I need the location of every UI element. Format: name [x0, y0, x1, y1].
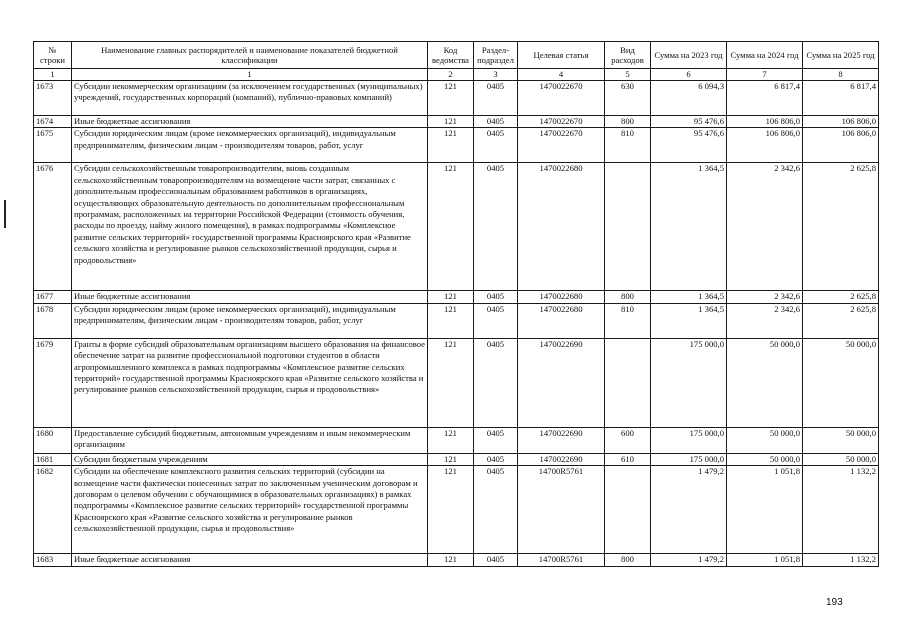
budget-table	[33, 41, 879, 567]
table-row	[34, 338, 879, 427]
row-article: 1470022670	[518, 81, 605, 116]
row-sum-2025: 1 132,2	[803, 466, 879, 554]
row-type	[605, 163, 651, 291]
row-article: 1470022670	[518, 128, 605, 163]
row-type: 600	[605, 427, 651, 453]
row-number: 1678	[34, 303, 72, 338]
row-section: 0405	[474, 81, 518, 116]
row-sum-2024: 6 817,4	[727, 81, 803, 116]
row-type: 810	[605, 128, 651, 163]
row-number: 1682	[34, 466, 72, 554]
row-code: 121	[428, 453, 474, 465]
row-type: 610	[605, 453, 651, 465]
column-number: 6	[651, 69, 727, 81]
row-type	[605, 338, 651, 427]
table-row	[34, 128, 879, 163]
row-section: 0405	[474, 163, 518, 291]
table-row	[34, 116, 879, 128]
header-code: Код ведомства	[428, 42, 474, 69]
row-name: Гранты в форме субсидий образовательным организациям высшего образования на финансовое обеспечение затрат на развитие профессиональной подготовки студентов в области агропромышленного комплекса в рамках подпрограммы «Комплексное развитие сельских территорий» государственной программы Красноярского края «Развитие сельского хозяйства и регулирование рынков сельскохозяйственной продукции, сырья и продовольствия»	[72, 338, 428, 427]
row-sum-2024: 50 000,0	[727, 453, 803, 465]
column-number: 3	[474, 69, 518, 81]
header-sum-2025: Сумма на 2025 год	[803, 42, 879, 69]
row-sum-2023: 175 000,0	[651, 427, 727, 453]
column-number: 1	[34, 69, 72, 81]
column-number-row	[34, 69, 879, 81]
row-name: Иные бюджетные ассигнования	[72, 116, 428, 128]
row-sum-2023: 1 479,2	[651, 554, 727, 566]
row-number: 1674	[34, 116, 72, 128]
row-number: 1683	[34, 554, 72, 566]
row-name: Предоставление субсидий бюджетным, автономным учреждениям и иным некоммерческим организациям	[72, 427, 428, 453]
row-sum-2024: 1 051,8	[727, 466, 803, 554]
row-sum-2025: 50 000,0	[803, 453, 879, 465]
row-sum-2024: 50 000,0	[727, 338, 803, 427]
row-sum-2023: 175 000,0	[651, 338, 727, 427]
row-sum-2025: 50 000,0	[803, 338, 879, 427]
row-sum-2023: 1 364,5	[651, 303, 727, 338]
row-article: 1470022690	[518, 338, 605, 427]
row-sum-2025: 106 806,0	[803, 116, 879, 128]
row-section: 0405	[474, 554, 518, 566]
header-article: Целевая статья	[518, 42, 605, 69]
row-number: 1680	[34, 427, 72, 453]
scan-edge-mark	[4, 200, 6, 228]
row-sum-2023: 1 479,2	[651, 466, 727, 554]
row-sum-2025: 2 625,8	[803, 291, 879, 303]
page-number: 193	[826, 597, 843, 608]
row-section: 0405	[474, 116, 518, 128]
row-sum-2023: 1 364,5	[651, 291, 727, 303]
row-code: 121	[428, 128, 474, 163]
row-name: Субсидии некоммерческим организациям (за исключением государственных (муниципальных) учреждений, государственных корпораций (компаний), публично-правовых компаний)	[72, 81, 428, 116]
row-sum-2024: 1 051,8	[727, 554, 803, 566]
row-sum-2024: 50 000,0	[727, 427, 803, 453]
row-section: 0405	[474, 453, 518, 465]
row-type: 810	[605, 303, 651, 338]
row-number: 1673	[34, 81, 72, 116]
row-code: 121	[428, 303, 474, 338]
row-code: 121	[428, 81, 474, 116]
row-sum-2023: 6 094,3	[651, 81, 727, 116]
row-sum-2025: 50 000,0	[803, 427, 879, 453]
row-name: Субсидии сельскохозяйственным товаропроизводителям, вновь созданным сельскохозяйственным товаропроизводителям на возмещение части затрат, связанных с дополнительным профессиональным образованием работников в организациях, осуществляющих образовательную деятельность по дополнительным профессиональным программам, расположенных на территории Российской Федерации (стоимость обучения, расходы по проезду, найму жилого помещения), в рамках подпрограммы «Комплексное развитие сельских территорий» государственной программы Красноярского края «Развитие сельского хозяйства и регулирование рынков сельскохозяйственной продукции, сырья и продовольствия»	[72, 163, 428, 291]
row-article: 1470022690	[518, 453, 605, 465]
row-type: 630	[605, 81, 651, 116]
table-row	[34, 303, 879, 338]
row-type: 800	[605, 554, 651, 566]
row-sum-2024: 106 806,0	[727, 116, 803, 128]
row-section: 0405	[474, 338, 518, 427]
table-row	[34, 81, 879, 116]
row-name: Иные бюджетные ассигнования	[72, 554, 428, 566]
row-name: Субсидии юридическим лицам (кроме некоммерческих организаций), индивидуальным предпринимателям, физическим лицам - производителям товаров, работ, услуг	[72, 128, 428, 163]
row-article: 1470022680	[518, 163, 605, 291]
row-section: 0405	[474, 466, 518, 554]
row-code: 121	[428, 338, 474, 427]
header-num: № строки	[34, 42, 72, 69]
row-article: 1470022680	[518, 303, 605, 338]
row-code: 121	[428, 116, 474, 128]
row-sum-2025: 2 625,8	[803, 163, 879, 291]
column-number: 1	[72, 69, 428, 81]
table-header-row	[34, 42, 879, 69]
row-code: 121	[428, 427, 474, 453]
row-code: 121	[428, 554, 474, 566]
header-sum-2023: Сумма на 2023 год	[651, 42, 727, 69]
row-section: 0405	[474, 128, 518, 163]
row-sum-2023: 95 476,6	[651, 128, 727, 163]
row-sum-2025: 1 132,2	[803, 554, 879, 566]
row-name: Субсидии бюджетным учреждениям	[72, 453, 428, 465]
column-number: 7	[727, 69, 803, 81]
row-article: 1470022670	[518, 116, 605, 128]
header-section: Раздел-подраздел	[474, 42, 518, 69]
row-sum-2024: 2 342,6	[727, 303, 803, 338]
row-number: 1679	[34, 338, 72, 427]
row-sum-2025: 6 817,4	[803, 81, 879, 116]
table-row	[34, 466, 879, 554]
row-sum-2024: 106 806,0	[727, 128, 803, 163]
row-article: 14700R5761	[518, 554, 605, 566]
row-section: 0405	[474, 303, 518, 338]
row-number: 1676	[34, 163, 72, 291]
table-row	[34, 291, 879, 303]
table-row	[34, 163, 879, 291]
row-section: 0405	[474, 291, 518, 303]
column-number: 8	[803, 69, 879, 81]
row-sum-2023: 1 364,5	[651, 163, 727, 291]
row-article: 1470022680	[518, 291, 605, 303]
row-sum-2023: 95 476,6	[651, 116, 727, 128]
column-number: 2	[428, 69, 474, 81]
row-type	[605, 466, 651, 554]
row-number: 1681	[34, 453, 72, 465]
table-row	[34, 554, 879, 566]
row-sum-2025: 106 806,0	[803, 128, 879, 163]
row-name: Субсидии юридическим лицам (кроме некоммерческих организаций), индивидуальным предпринимателям, физическим лицам - производителям товаров, работ, услуг	[72, 303, 428, 338]
row-code: 121	[428, 163, 474, 291]
table-row	[34, 427, 879, 453]
column-number: 5	[605, 69, 651, 81]
row-type: 800	[605, 291, 651, 303]
row-sum-2025: 2 625,8	[803, 303, 879, 338]
row-name: Субсидии на обеспечение комплексного развития сельских территорий (субсидии на возмещение части фактически понесенных затрат по заключенным ученическим договорам и договорам о целевом обучении с обучающимися в образовательных организациях) в рамках подпрограммы «Комплексное развитие сельских территорий» государственной программы Красноярского края «Развитие сельского хозяйства и регулирование рынков сельскохозяйственной продукции, сырья и продовольствия»	[72, 466, 428, 554]
row-name: Иные бюджетные ассигнования	[72, 291, 428, 303]
row-sum-2024: 2 342,6	[727, 163, 803, 291]
row-number: 1675	[34, 128, 72, 163]
row-article: 14700R5761	[518, 466, 605, 554]
row-code: 121	[428, 466, 474, 554]
row-article: 1470022690	[518, 427, 605, 453]
row-sum-2024: 2 342,6	[727, 291, 803, 303]
row-number: 1677	[34, 291, 72, 303]
header-type: Вид расходов	[605, 42, 651, 69]
row-code: 121	[428, 291, 474, 303]
header-sum-2024: Сумма на 2024 год	[727, 42, 803, 69]
row-section: 0405	[474, 427, 518, 453]
header-name: Наименование главных распорядителей и наименование показателей бюджетной классификации	[72, 42, 428, 69]
column-number: 4	[518, 69, 605, 81]
row-type: 800	[605, 116, 651, 128]
table-row	[34, 453, 879, 465]
row-sum-2023: 175 000,0	[651, 453, 727, 465]
